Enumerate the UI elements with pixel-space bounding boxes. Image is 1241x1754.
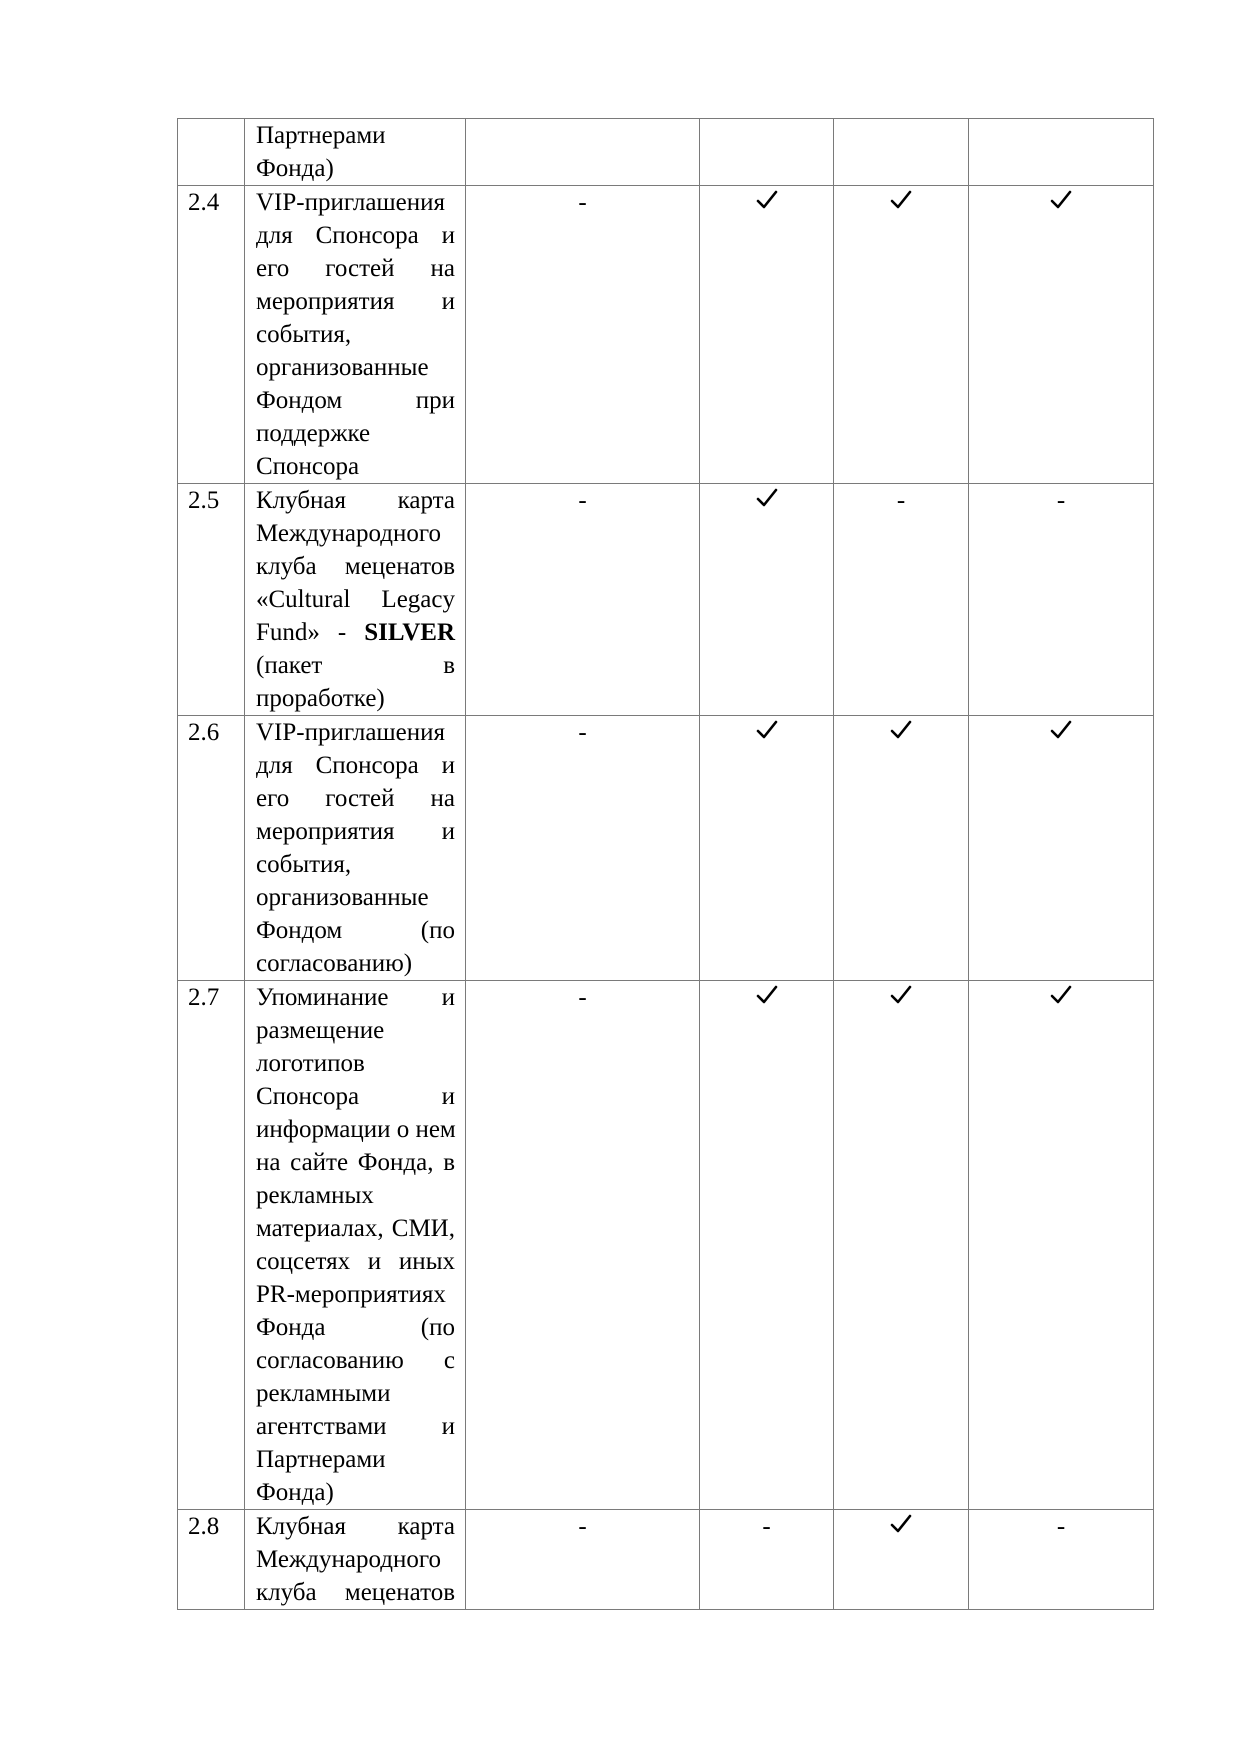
description-line: Фондом (по [256,917,455,944]
dash-mark: - [578,984,587,1011]
checkmark-icon [890,1514,912,1534]
cell-platinum [969,1510,1154,1610]
description-line: информации о нем [256,1116,456,1143]
row-number: 2.6 [178,716,245,981]
description-lines [256,484,455,715]
checkmark-icon [890,985,912,1005]
dash-mark: - [578,719,587,746]
cell-basic [466,484,700,716]
description-line: Спонсора [256,453,360,480]
checkmark-icon [1050,985,1072,1005]
description-line: для Спонсора и [256,752,455,779]
cell-basic [466,1510,700,1610]
table-row [178,119,1154,186]
checkmark-icon [756,985,778,1005]
row-description [245,981,466,1510]
checkmark-icon [756,190,778,210]
description-line: для Спонсора и [256,222,455,249]
cell-platinum [969,186,1154,484]
description-line: организованные [256,884,429,911]
description-line: Упоминание и [256,984,455,1011]
dash-mark: - [578,487,587,514]
cell-gold [834,1510,969,1610]
description-line: проработке) [256,685,385,712]
description-line: на сайте Фонда, в [256,1149,455,1176]
cell-gold [834,981,969,1510]
description-line: VIP-приглашения [256,719,446,746]
row-description [245,716,466,981]
cell-silver [700,484,834,716]
description-line: Партнерами [256,1446,386,1473]
table-body [178,119,1154,1610]
row-number: 2.5 [178,484,245,716]
dash-mark: - [578,189,587,216]
package-name-bold: SILVER [364,619,455,646]
row-description [245,119,466,186]
description-line: PR-мероприятиях [256,1281,446,1308]
row-number: 2.7 [178,981,245,1510]
description-line: Фонда) [256,155,334,182]
description-lines [256,981,455,1509]
description-line: Спонсора и [256,1083,455,1110]
description-line: VIP-приглашения [256,189,446,216]
table-row [178,1510,1154,1610]
table-row [178,716,1154,981]
row-description [245,484,466,716]
description-line: «Cultural Legacy [256,586,455,613]
description-line: рекламных [256,1182,374,1209]
table-row [178,186,1154,484]
cell-silver [700,981,834,1510]
row-number: 2.4 [178,186,245,484]
row-number [178,119,245,186]
dash-mark: - [578,1513,587,1540]
description-line: согласованию) [256,950,413,977]
dash-mark: - [762,1513,771,1540]
description-line: события, [256,851,352,878]
cell-basic [466,981,700,1510]
row-number: 2.8 [178,1510,245,1610]
checkmark-icon [756,488,778,508]
table-row [178,484,1154,716]
description-line: соцсетях и иных [256,1248,455,1275]
description-lines [256,1510,455,1609]
description-line: поддержке [256,420,371,447]
cell-basic [466,119,700,186]
description-lines [256,716,455,980]
description-line: логотипов [256,1050,365,1077]
cell-silver [700,186,834,484]
description-line: Партнерами [256,122,386,149]
cell-gold [834,119,969,186]
cell-platinum [969,119,1154,186]
row-description [245,1510,466,1610]
description-line: Международного [256,1546,441,1573]
description-line: мероприятия и [256,818,455,845]
cell-basic [466,716,700,981]
description-line: рекламными [256,1380,391,1407]
description-line: (пакет в [256,652,455,679]
dash-mark: - [1056,1513,1066,1540]
description-line: клуба меценатов [256,553,455,580]
checkmark-icon [890,190,912,210]
description-line: организованные [256,354,429,381]
cell-gold [834,484,969,716]
description-line: его гостей на [256,785,455,812]
dash-mark: - [896,487,906,514]
description-line: Международного [256,520,441,547]
description-line: Клубная карта [256,1513,455,1540]
description-line: Фонда (по [256,1314,455,1341]
checkmark-icon [756,720,778,740]
cell-silver [700,119,834,186]
description-line: материалах, СМИ, [256,1215,455,1242]
description-lines [256,186,455,483]
description-line: его гостей на [256,255,455,282]
description-line: Клубная карта [256,487,455,514]
row-description [245,186,466,484]
description-line: клуба меценатов [256,1579,455,1606]
cell-silver [700,716,834,981]
description-line: Фондом при [256,387,455,414]
description-line: Фонда) [256,1479,334,1506]
sponsorship-benefits-table [177,118,1154,1610]
checkmark-icon [1050,720,1072,740]
cell-gold [834,186,969,484]
description-line: агентствами и [256,1413,455,1440]
checkmark-icon [890,720,912,740]
cell-platinum [969,484,1154,716]
table-row [178,981,1154,1510]
cell-gold [834,716,969,981]
cell-platinum [969,716,1154,981]
description-line: мероприятия и [256,288,455,315]
dash-mark: - [1056,487,1066,514]
description-line: согласованию с [256,1347,455,1374]
description-lines [256,119,455,185]
description-line: Fund» - SILVER [256,619,455,646]
cell-silver [700,1510,834,1610]
description-line: размещение [256,1017,385,1044]
cell-platinum [969,981,1154,1510]
description-line: события, [256,321,352,348]
checkmark-icon [1050,190,1072,210]
cell-basic [466,186,700,484]
